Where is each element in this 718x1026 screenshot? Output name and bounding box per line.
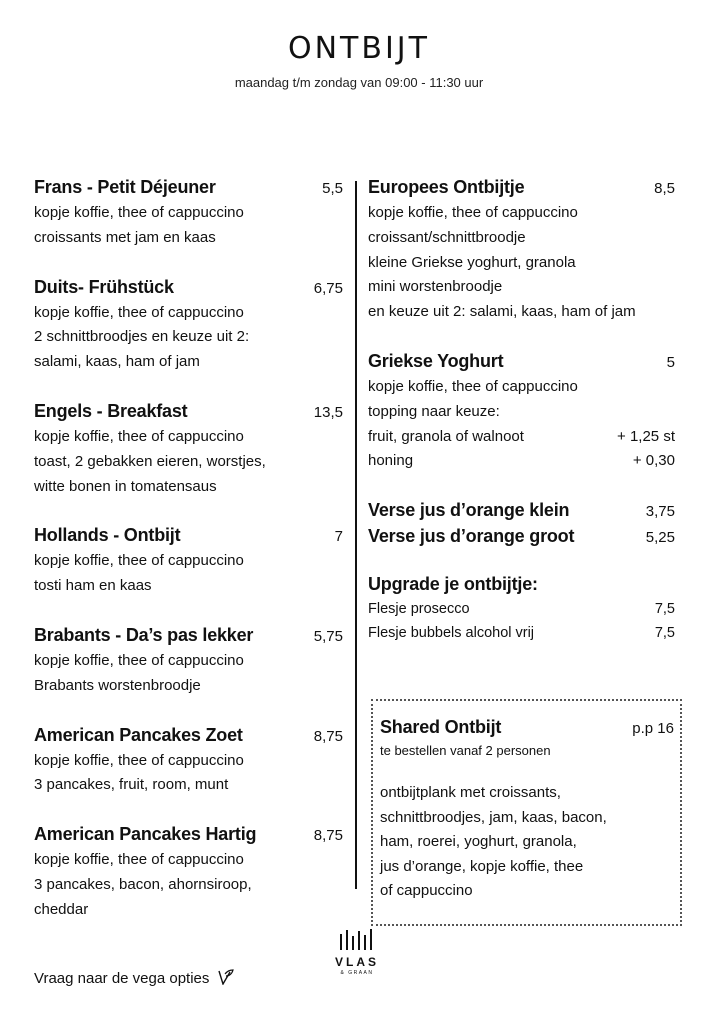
logo-bars-icon [337,928,377,952]
logo-subtitle: & GRAAN [340,970,374,976]
upgrade-price: 7,5 [654,601,675,618]
item-description-line: kopje koffie, thee of cappuccino [34,552,244,570]
upgrade-row [368,621,675,645]
menu-item-jus [368,498,675,550]
vega-note-text: Vraag naar de vega opties [34,970,210,987]
item-description-line: kopje koffie, thee of cappuccino [34,651,244,669]
item-price: 8,75 [313,827,343,845]
item-description-line: kopje koffie, thee of cappuccino [34,204,244,221]
item-price: 5,5 [322,180,343,197]
item-price: 6,75 [313,279,343,297]
item-description-line: kleine Griekse yoghurt, granola [368,253,576,271]
item-description-line: 3 pancakes, fruit, room, munt [34,776,229,794]
upgrade-label: Flesje prosecco [368,601,470,618]
item-name: American Pancakes Zoet [34,724,243,745]
item-description-line: 2 schnittbroodjes en keuze uit 2: [34,328,250,346]
item-description-line: Brabants worstenbroodje [34,676,201,694]
upgrade-section [368,572,675,645]
topping-row [368,425,675,450]
topping-row [368,449,675,474]
item-name: Frans - Petit Déjeuner [34,177,216,197]
item-price: 3,75 [645,503,675,521]
item-price: 5,25 [645,529,675,547]
menu-item [34,399,343,499]
menu-header [0,30,718,90]
vega-note [34,967,234,988]
item-price: 8,5 [654,180,675,197]
item-name: Verse jus d’orange groot [368,526,575,547]
upgrade-price: 7,5 [654,625,675,642]
shared-description-line: ham, roerei, yoghurt, granola, [380,833,577,851]
item-description-line: kopje koffie, thee of cappuccino [34,851,244,869]
menu-item [34,175,343,251]
item-name: Brabants - Da’s pas lekker [34,624,254,645]
item-name: Europees Ontbijtje [368,177,525,197]
leaf-icon [216,967,234,987]
item-name: Verse jus d’orange klein [368,500,570,521]
column-divider [355,181,357,889]
upgrade-label: Flesje bubbels alcohol vrij [368,625,535,642]
shared-description-line: schnittbroodjes, jam, kaas, bacon, [380,808,607,826]
item-description-line: kopje koffie, thee of cappuccino [368,377,578,395]
right-menu-column [368,175,675,669]
shared-note: te bestellen vanaf 2 personen [380,743,551,758]
item-description-line: kopje koffie, thee of cappuccino [34,303,244,321]
menu-item-grieks [368,349,675,474]
left-menu-column [34,175,343,947]
item-description-line: kopje koffie, thee of cappuccino [34,427,244,445]
opening-hours: maandag t/m zondag van 09:00 - 11:30 uur [234,75,484,90]
item-name: Hollands - Ontbijt [34,525,181,546]
item-description-line: witte bonen in tomatensaus [34,477,217,495]
item-price: 5,75 [313,627,343,645]
upgrade-title: Upgrade je ontbijtje: [368,574,538,595]
shared-ontbijt-box [371,699,682,926]
item-name: Duits- Frühstück [34,276,174,297]
item-description-line: toast, 2 gebakken eieren, worstjes, [34,452,266,470]
item-name: Engels - Breakfast [34,400,188,421]
item-description-line: 3 pancakes, bacon, ahornsiroop, [34,875,252,893]
menu-item [34,623,343,699]
item-description-line: tosti ham en kaas [34,577,152,595]
shared-description-line: ontbijtplank met croissants, [380,784,561,801]
item-name: American Pancakes Hartig [34,824,257,845]
topping-label: fruit, granola of walnoot [368,427,524,445]
shared-description-line: of cappuccino [380,882,473,900]
topping-price: + 1,25 st [617,427,675,445]
shared-price: p.p 16 [632,720,674,737]
item-description-line: kopje koffie, thee of cappuccino [34,751,244,769]
page-title: ONTBIJT [288,31,430,66]
topping-label: honing [368,452,414,470]
item-price: 5 [666,353,675,371]
item-price: 7 [334,528,343,546]
item-description-line: salami, kaas, ham of jam [34,353,200,371]
item-description-line: mini worstenbroodje [368,278,503,296]
logo-name: VLAS [334,955,379,969]
item-price: 13,5 [313,403,343,421]
item-name: Griekse Yoghurt [368,350,504,371]
item-description-line: topping naar keuze: [368,402,500,420]
item-description-line: croissant/schnittbroodje [368,228,526,246]
item-description-line: en keuze uit 2: salami, kaas, ham of jam [368,303,636,321]
topping-price: + 0,30 [632,452,675,470]
item-description-line: croissants met jam en kaas [34,228,216,246]
item-description-line: kopje koffie, thee of cappuccino [368,204,578,221]
menu-item [34,723,343,799]
shared-name: Shared Ontbijt [380,717,502,737]
item-description-line: cheddar [34,900,89,918]
upgrade-row [368,597,675,621]
item-price: 8,75 [313,727,343,745]
vlas-graan-logo [330,928,384,976]
menu-item [34,275,343,375]
menu-item [34,822,343,922]
menu-item [34,523,343,599]
shared-description-line: jus d’orange, kopje koffie, thee [380,857,584,875]
menu-item-europees [368,175,675,325]
